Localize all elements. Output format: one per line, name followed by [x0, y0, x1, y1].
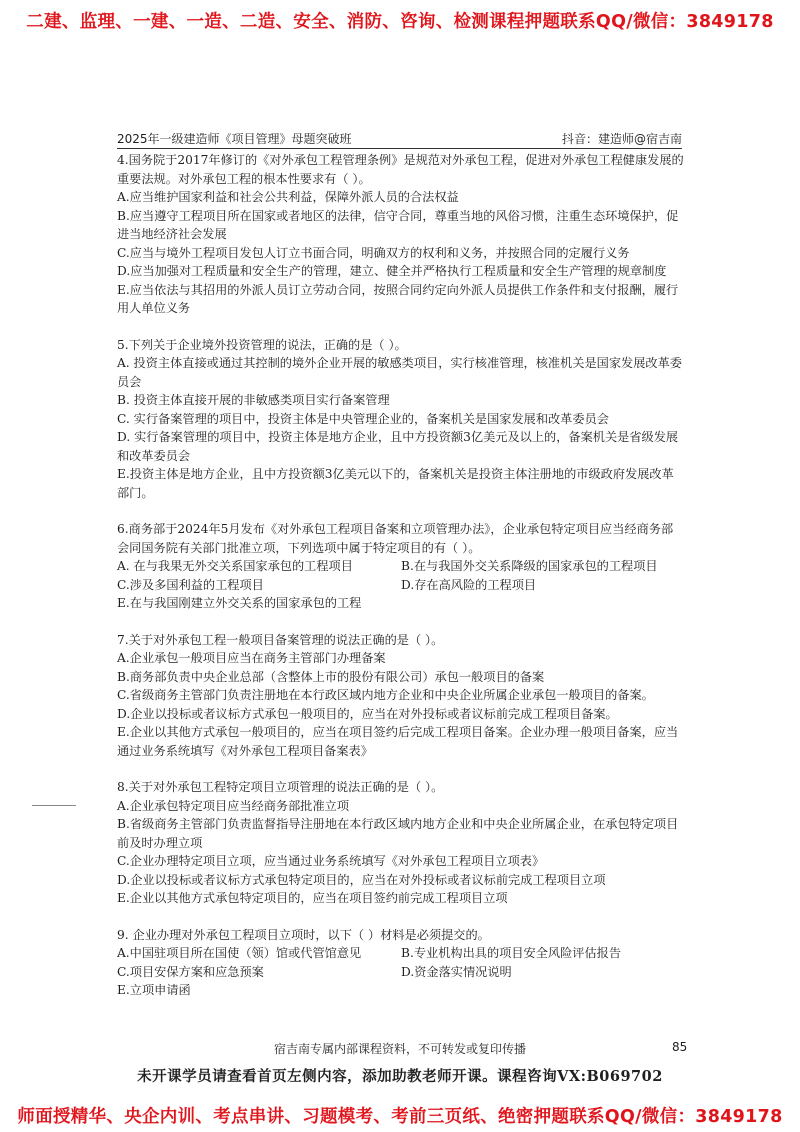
option-b: B.专业机构出具的项目安全风险评估报告	[401, 946, 622, 960]
option-e: E.应当依法与其招用的外派人员订立劳动合同，按照合同约定向外派人员提供工作条件和支付报酬，履行用人单位义务	[117, 282, 679, 315]
question-7	[117, 631, 685, 761]
course-notice: 未开课学员请查看首页左侧内容，添加助教老师开课。课程咨询VX:B069702	[137, 1068, 663, 1085]
question-8	[117, 778, 685, 908]
option-e: E.投资主体是地方企业，且中方投资额3亿美元以下的，备案机关是投资主体注册地的市级政府发展改革部门。	[117, 467, 674, 500]
header-course-title: 2025年一级建造师《项目管理》母题突破班	[117, 132, 352, 146]
question-4	[117, 151, 685, 318]
option-a: A. 在与我果无外交关系国家承包的工程项目	[117, 559, 353, 573]
option-b: B. 投资主体直接开展的非敏感类项目实行备案管理	[117, 393, 390, 407]
bottom-banner: 师面授精华、央企内训、考点串讲、习题模考、考前三页纸、绝密押题联系QQ/微信：3849178	[17, 1107, 783, 1127]
option-c: C.项目安保方案和应急预案	[117, 964, 264, 979]
option-d: D.企业以投标或者议标方式承包一般项目的，应当在对外投标或者议标前完成工程项目备案。	[117, 706, 618, 721]
option-c: C.应当与境外工程项目发包人订立书面合同，明确双方的权利和义务，并按照合同的定履行义务	[117, 245, 630, 260]
question-9	[117, 926, 685, 1000]
option-a: A.企业承包一般项目应当在商务主管部门办理备案	[117, 651, 386, 665]
option-e: E.企业以其他方式承包一般项目的，应当在项目签约后完成工程项目备案。企业办理一般项目备案，应当通过业务系统填写《对外承包工程项目备案表》	[117, 725, 679, 758]
question-stem: 5.下列关于企业境外投资管理的说法，正确的是（ ）。	[117, 337, 407, 352]
question-stem: 9. 企业办理对外承包工程项目立项时，以下（ ）材料是必须提交的。	[117, 927, 490, 942]
question-stem: 6.商务部于2024年5月发布《对外承包工程项目备案和立项管理办法》，企业承包特定项目应当经商务部会同国务院有关部门批准立项，下列选项中属于特定项目的有（ ）。	[117, 522, 674, 555]
top-banner: 二建、监理、一建、一造、二造、安全、消防、咨询、检测课程押题联系QQ/微信：3849178	[26, 12, 774, 32]
question-stem: 7.关于对外承包工程一般项目备案管理的说法正确的是（ ）。	[117, 632, 444, 647]
option-d: D.资金落实情况说明	[401, 964, 512, 979]
option-e: E.在与我国刚建立外交关系的国家承包的工程	[117, 596, 362, 610]
option-c: C.省级商务主管部门负责注册地在本行政区域内地方企业和中央企业所属企业承包一般项目的备案。	[117, 688, 654, 702]
option-b: B.应当遵守工程项目所在国家或者地区的法律，信守合同，尊重当地的风俗习惯，注重生态环境保护，促进当地经济社会发展	[117, 208, 679, 241]
options-grid	[117, 944, 685, 981]
option-b: B.省级商务主管部门负责监督指导注册地在本行政区域内地方企业和中央企业所属企业，在承包特定项目前及时办理立项	[117, 817, 679, 850]
page-number: 85	[672, 1040, 688, 1054]
option-a: A.中国驻项目所在国使（领）馆或代管馆意见	[117, 946, 362, 960]
questions-content	[117, 151, 685, 1018]
option-a: A.应当维护国家利益和社会公共利益，保障外派人员的合法权益	[117, 190, 459, 204]
option-c: C.涉及多国利益的工程项目	[117, 577, 264, 592]
options-grid	[117, 557, 685, 594]
option-e: E.企业以其他方式承包特定项目的，应当在项目签约前完成工程项目立项	[117, 891, 508, 905]
option-d: D.应当加强对工程质量和安全生产的管理，建立、健全并严格执行工程质量和安全生产管理的规章制度	[117, 264, 667, 278]
option-d: D. 实行备案管理的项目中，投资主体是地方企业，且中方投资额3亿美元及以上的，备案机关是省级发展和改革委员会	[117, 430, 679, 463]
option-c: C.企业办理特定项目立项，应当通过业务系统填写《对外承包工程项目立项表》	[117, 854, 545, 868]
page-header	[117, 128, 682, 149]
option-e: E.立项申请函	[117, 983, 191, 997]
option-a: A.企业承包特定项目应当经商务部批准立项	[117, 798, 350, 813]
question-5	[117, 336, 685, 503]
option-d: D.存在高风险的工程项目	[401, 577, 537, 592]
option-a: A. 投资主体直接或通过其控制的境外企业开展的敏感类项目，实行核准管理，核准机关是国家发展改革委员会	[117, 356, 682, 389]
option-b: B.商务部负责中央企业总部（含整体上市的股份有限公司）承包一般项目的备案	[117, 669, 545, 684]
footer-note: 宿吉南专属内部课程资料，不可转发或复印传播	[273, 1042, 526, 1056]
option-b: B.在与我国外交关系降级的国家承包的工程项目	[401, 559, 658, 573]
header-author: 抖音：建造师@宿吉南	[561, 132, 682, 146]
question-6	[117, 520, 685, 613]
option-c: C. 实行备案管理的项目中，投资主体是中央管理企业的，备案机关是国家发展和改革委员会	[117, 411, 609, 426]
question-stem: 8.关于对外承包工程特定项目立项管理的说法正确的是（ ）。	[117, 780, 444, 794]
question-stem: 4.国务院于2017年修订的《对外承包工程管理条例》是规范对外承包工程，促进对外承包工程健康发展的重要法规。对外承包工程的根本性要求有（ ）。	[117, 153, 684, 186]
option-d: D.企业以投标或者议标方式承包特定项目的，应当在对外投标或者议标前完成工程项目立项	[117, 872, 606, 887]
margin-mark	[32, 805, 76, 806]
